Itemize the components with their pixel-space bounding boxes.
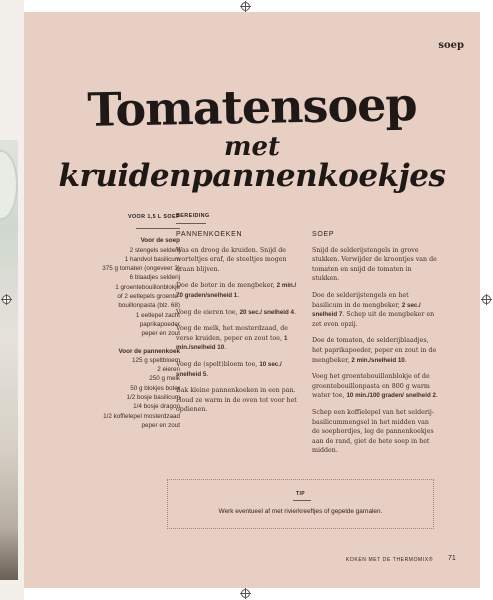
method-step bbox=[176, 246, 302, 275]
pancake-steps bbox=[176, 246, 302, 415]
method-step bbox=[176, 308, 302, 318]
ingredient-item: 6 blaadjes selderij bbox=[129, 274, 180, 282]
ingredient-item: peper en zout bbox=[141, 330, 180, 338]
ingredients-header: VOOR 1,5 L SOEP bbox=[127, 214, 180, 220]
method-soup-column bbox=[312, 230, 438, 463]
step-text: Voeg de (spelt)bloem toe, bbox=[176, 360, 260, 368]
ingredient-item: 1/4 bosje dragon bbox=[133, 403, 180, 411]
page-number: 71 bbox=[448, 555, 456, 562]
method-step bbox=[176, 281, 302, 300]
ingredient-item: 50 g blokjes boter bbox=[130, 384, 180, 392]
method-step bbox=[176, 386, 302, 415]
step-setting: 2 min./ 70 graden/snelheid 1 bbox=[176, 282, 297, 299]
method-step bbox=[312, 291, 438, 329]
step-text-after: . bbox=[206, 370, 209, 378]
section-tag: soep bbox=[438, 40, 464, 51]
ingredient-group-title: Voor de soep bbox=[140, 237, 180, 245]
divider bbox=[176, 223, 206, 224]
step-text: Voeg de eieren toe, bbox=[176, 308, 240, 316]
registration-mark-top bbox=[241, 2, 250, 11]
ingredients-column bbox=[80, 213, 180, 430]
recipe-title-sub: kruidenpannenkoekjes bbox=[58, 158, 446, 194]
method-pancakes-column bbox=[176, 230, 302, 422]
step-setting: 10 sec./ snelheid 5 bbox=[176, 360, 282, 378]
step-setting: 10 min./100 graden/ snelheid 2 bbox=[346, 392, 436, 400]
step-setting: 1 min./snelheid 10 bbox=[176, 334, 288, 352]
step-text: Bak kleine pannenkoeken in een pan. Houd ze warm in de oven tot voor het opdienen. bbox=[176, 387, 297, 414]
tip-label: TIP bbox=[296, 491, 305, 497]
step-text: Doe de selderijstengels en het basilicum in de mengbeker, bbox=[312, 291, 409, 309]
step-text: Doe de boter in de mengbeker, bbox=[176, 282, 277, 290]
method-step bbox=[312, 408, 438, 456]
ingredient-item: of 2 eetlepels groente- bbox=[117, 293, 180, 301]
recipe-title-main: Tomatensoep bbox=[87, 77, 417, 137]
ingredient-group-title: Voor de pannenkoek bbox=[118, 347, 180, 355]
method-step bbox=[312, 336, 438, 365]
ingredient-item: 1 eetlepel zacht bbox=[135, 311, 180, 319]
step-setting: 2 sec./ snelheid 7 bbox=[312, 301, 421, 319]
step-setting: 2 min./snelheid 10 bbox=[351, 356, 405, 364]
step-text: Schep een koffielepel van het selderij-basilicummengsel in het midden van de soepbordjes, leg de pannenkoekjes aan de rand, giet de hete soep in het midden. bbox=[312, 408, 435, 455]
step-text-after: . bbox=[224, 344, 227, 352]
step-text-after: . bbox=[237, 291, 240, 299]
method-step bbox=[312, 372, 438, 401]
ingredient-item: 250 g melk bbox=[149, 375, 180, 383]
step-text-after: . bbox=[404, 356, 407, 364]
method-step bbox=[312, 246, 438, 284]
ingredient-item: 375 g tomaten (ongeveer 3) bbox=[102, 265, 180, 273]
soup-ingredient-list bbox=[80, 246, 180, 339]
ingredient-item: 125 g speltbloem bbox=[132, 356, 180, 364]
ingredient-item: 1/2 koffielepel mosterdzaad bbox=[103, 412, 180, 420]
step-text-after: . bbox=[293, 308, 296, 316]
book-title-footer: KOKEN MET DE THERMOMIX® bbox=[346, 557, 434, 563]
tip-box bbox=[167, 479, 434, 529]
method-step bbox=[176, 360, 302, 379]
soup-steps bbox=[312, 246, 438, 456]
ingredient-item: peper en zout bbox=[141, 421, 180, 429]
step-setting: 20 sec./ snelheid 4 bbox=[239, 308, 294, 316]
step-text-after: . bbox=[435, 392, 438, 400]
pancake-ingredient-list bbox=[80, 356, 180, 430]
method-header: BEREIDING bbox=[176, 213, 210, 219]
divider bbox=[293, 500, 311, 501]
method-subhead: PANNENKOEKEN bbox=[176, 231, 243, 238]
step-text: Snijd de selderijstengels in grove stukken. Verwijder de kroontjes van de tomaten en snijd de tomaten in stukken. bbox=[312, 246, 437, 283]
ingredient-item: 1/2 bosje basilicum bbox=[126, 394, 180, 402]
registration-mark-bottom bbox=[241, 589, 250, 598]
divider bbox=[136, 228, 180, 229]
recipe-title-connector: met bbox=[223, 132, 281, 162]
step-text: Was en droog de kruiden. Snijd de worteltjes eraf, de steeltjes mogen eraan blijven. bbox=[176, 246, 287, 273]
ingredient-item: 2 eieren bbox=[157, 366, 180, 374]
ingredient-item: 1 groentebouillonblokje bbox=[115, 283, 180, 291]
ingredient-item: 1 handvol basilicum bbox=[124, 255, 180, 263]
ingredient-item: bouillonpasta (blz. 68) bbox=[118, 302, 180, 310]
method-subhead: SOEP bbox=[312, 231, 335, 238]
registration-mark-right bbox=[482, 295, 491, 304]
step-text-after: . Schep uit de mengbeker en zet even opzij. bbox=[312, 311, 435, 328]
step-text: Voeg het groentebouillonblokje of de groentebouillonpasta en 800 g warm water toe, bbox=[312, 373, 430, 400]
registration-mark-left bbox=[2, 295, 11, 304]
step-text: Voeg de melk, het mosterdzaad, de verse kruiden, peper en zout toe, bbox=[176, 325, 289, 342]
recipe-page bbox=[24, 12, 480, 588]
ingredient-item: 2 stengels selderij bbox=[129, 246, 180, 254]
method-step bbox=[176, 324, 302, 353]
ingredient-item: paprikapoeder bbox=[139, 320, 180, 328]
tip-text: Werk eventueel af met rivierkreeftjes of gepelde garnalen. bbox=[218, 508, 383, 515]
step-text: Doe de tomaten, de selderijblaadjes, het paprikapoeder, peper en zout in de mengbeker, bbox=[312, 337, 437, 364]
